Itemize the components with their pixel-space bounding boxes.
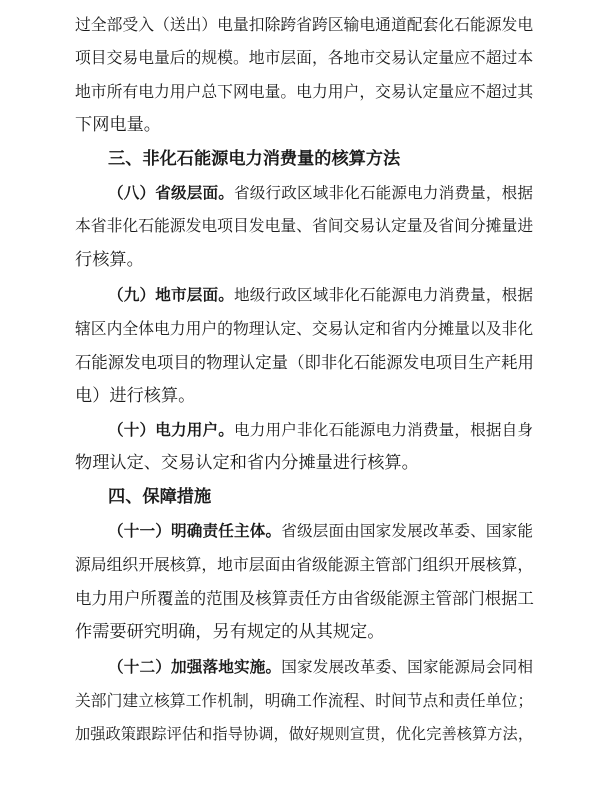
item-label: （十）电力用户。 (108, 420, 234, 439)
paragraph-line: 电力用户所覆盖的范围及核算责任方由省级能源主管部门根据工 (75, 589, 534, 608)
item-label: （十二）加强落地实施。 (108, 657, 282, 676)
paragraph-line (108, 656, 533, 678)
paragraph-line: 项目交易电量后的规模。地市层面，各地市交易认定量应不超过本 (75, 48, 534, 67)
paragraph-line: 电）进行核算。 (75, 386, 196, 406)
section-heading: 三、非化石能源电力消费量的核算方法 (108, 149, 401, 169)
item-label: （九）地市层面。 (108, 285, 234, 304)
paragraph-line: 下网电量。 (75, 115, 161, 135)
paragraph-line: 源局组织开展核算，地市层面由省级能源主管部门组织开展核算， (75, 555, 534, 574)
item-text: 电力用户非化石能源电力消费量，根据自身 (233, 421, 533, 439)
item-label: （十一）明确责任主体。 (108, 521, 282, 540)
paragraph-line: 地市所有电力用户总下网电量。电力用户，交易认定量应不超过其 (75, 82, 534, 101)
paragraph-line: 物理认定、交易认定和省内分摊量进行核算。 (75, 453, 419, 473)
item-text: 国家发展改革委、国家能源局会同相 (281, 658, 533, 676)
paragraph-line: 石能源发电项目的物理认定量（即非化石能源发电项目生产耗用 (75, 353, 534, 372)
paragraph-line (108, 182, 533, 204)
paragraph-line: 过全部受入（送出）电量扣除跨省跨区输电通道配套化石能源发电 (75, 15, 534, 34)
paragraph-line: 辖区内全体电力用户的物理认定、交易认定和省内分摊量以及非化 (75, 319, 534, 338)
paragraph-line (108, 419, 533, 441)
item-text: 省级行政区域非化石能源电力消费量，根据 (233, 184, 533, 202)
paragraph-line: 本省非化石能源发电项目发电量、省间交易认定量及省间分摊量进 (75, 216, 534, 235)
item-text: 省级层面由国家发展改革委、国家能 (281, 522, 533, 540)
paragraph-line (108, 520, 533, 542)
paragraph-line: 行核算。 (75, 250, 144, 270)
section-heading: 四、保障措施 (108, 487, 212, 507)
item-label: （八）省级层面。 (108, 183, 234, 202)
paragraph-line: 作需要研究明确，另有规定的从其规定。 (75, 622, 385, 642)
paragraph-line (108, 284, 533, 306)
paragraph-line: 加强政策跟踪评估和指导协调，做好规则宣贯，优化完善核算方法， (75, 725, 533, 743)
paragraph-line: 关部门建立核算工作机制，明确工作流程、时间节点和责任单位； (75, 691, 534, 710)
item-text: 地级行政区域非化石能源电力消费量，根据 (233, 286, 533, 304)
